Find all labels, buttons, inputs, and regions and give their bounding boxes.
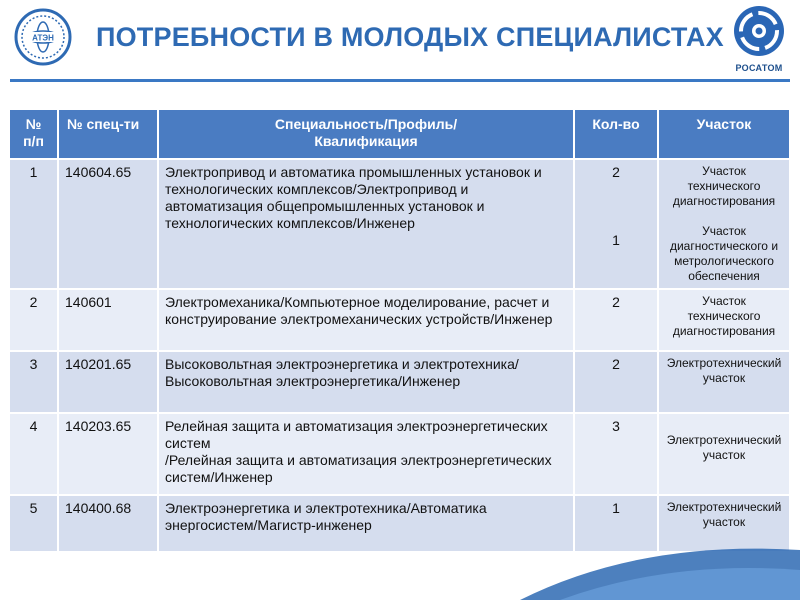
row-code: 140201.65 — [58, 351, 158, 413]
table-header-row — [10, 110, 790, 159]
row-code: 140604.65 — [58, 159, 158, 289]
header-qty — [574, 110, 658, 159]
row-code: 140400.68 — [58, 495, 158, 551]
aten-logo-text: АТЭН — [32, 33, 54, 43]
row-specialty: Релейная защита и автоматизация электроэнергетических систем /Релейная защита и автоматизация электроэнергетических систем/Инженер — [158, 413, 574, 495]
row-site: Электротехнический участок — [658, 413, 790, 495]
header-site — [658, 110, 790, 159]
aten-logo — [14, 8, 72, 66]
table-row — [10, 413, 790, 495]
header-divider — [10, 79, 790, 82]
header-qty-label: Кол-во — [592, 116, 640, 132]
rosatom-logo-icon — [732, 4, 786, 58]
row-qty: 2 — [574, 289, 658, 351]
rosatom-logo — [728, 4, 790, 74]
row-specialty: Электромеханика/Компьютерное моделирование, расчет и конструирование электромеханических устройств/Инженер — [158, 289, 574, 351]
header-code-label: № спец-ти — [67, 116, 140, 132]
header-code — [58, 110, 158, 159]
rosatom-logo-text: РОСАТОМ — [735, 63, 783, 73]
row-num: 1 — [10, 159, 58, 289]
header-specialty — [158, 110, 574, 159]
row-site: Электротехнический участок — [658, 351, 790, 413]
row-num: 3 — [10, 351, 58, 413]
row-num: 5 — [10, 495, 58, 551]
header-site-label: Участок — [696, 116, 752, 132]
row-site: Электротехнический участок — [658, 495, 790, 551]
row-qty: 2 — [574, 351, 658, 413]
table-row — [10, 351, 790, 413]
table-row — [10, 159, 790, 289]
row-specialty: Электроэнергетика и электротехника/Автоматика энергосистем/Магистр-инженер — [158, 495, 574, 551]
page-title: ПОТРЕБНОСТИ В МОЛОДЫХ СПЕЦИАЛИСТАХ — [96, 22, 724, 52]
specialists-table — [10, 110, 790, 551]
row-qty: 3 — [574, 413, 658, 495]
table-row — [10, 289, 790, 351]
row-qty: 1 — [574, 495, 658, 551]
row-code: 140203.65 — [58, 413, 158, 495]
header-specialty-label: Специальность/Профиль/ Квалификация — [274, 116, 458, 149]
row-num: 4 — [10, 413, 58, 495]
row-specialty: Высоковольтная электроэнергетика и электротехника/Высоковольтная электроэнергетика/Инженер — [158, 351, 574, 413]
row-site: Участок технического диагностирования — [658, 289, 790, 351]
row-qty: 2 1 — [574, 159, 658, 289]
decorative-swoosh — [520, 540, 800, 600]
row-site: Участок технического диагностирования Участок диагностического и метрологического обеспечения — [658, 159, 790, 289]
header-num — [10, 110, 58, 159]
row-num: 2 — [10, 289, 58, 351]
row-specialty: Электропривод и автоматика промышленных установок и технологических комплексов/Электропривод и автоматизация общепромышленных установок и технологических комплексов/Инженер — [158, 159, 574, 289]
aten-logo-icon — [14, 8, 72, 66]
header-num-label: № п/п — [23, 116, 44, 149]
row-code: 140601 — [58, 289, 158, 351]
